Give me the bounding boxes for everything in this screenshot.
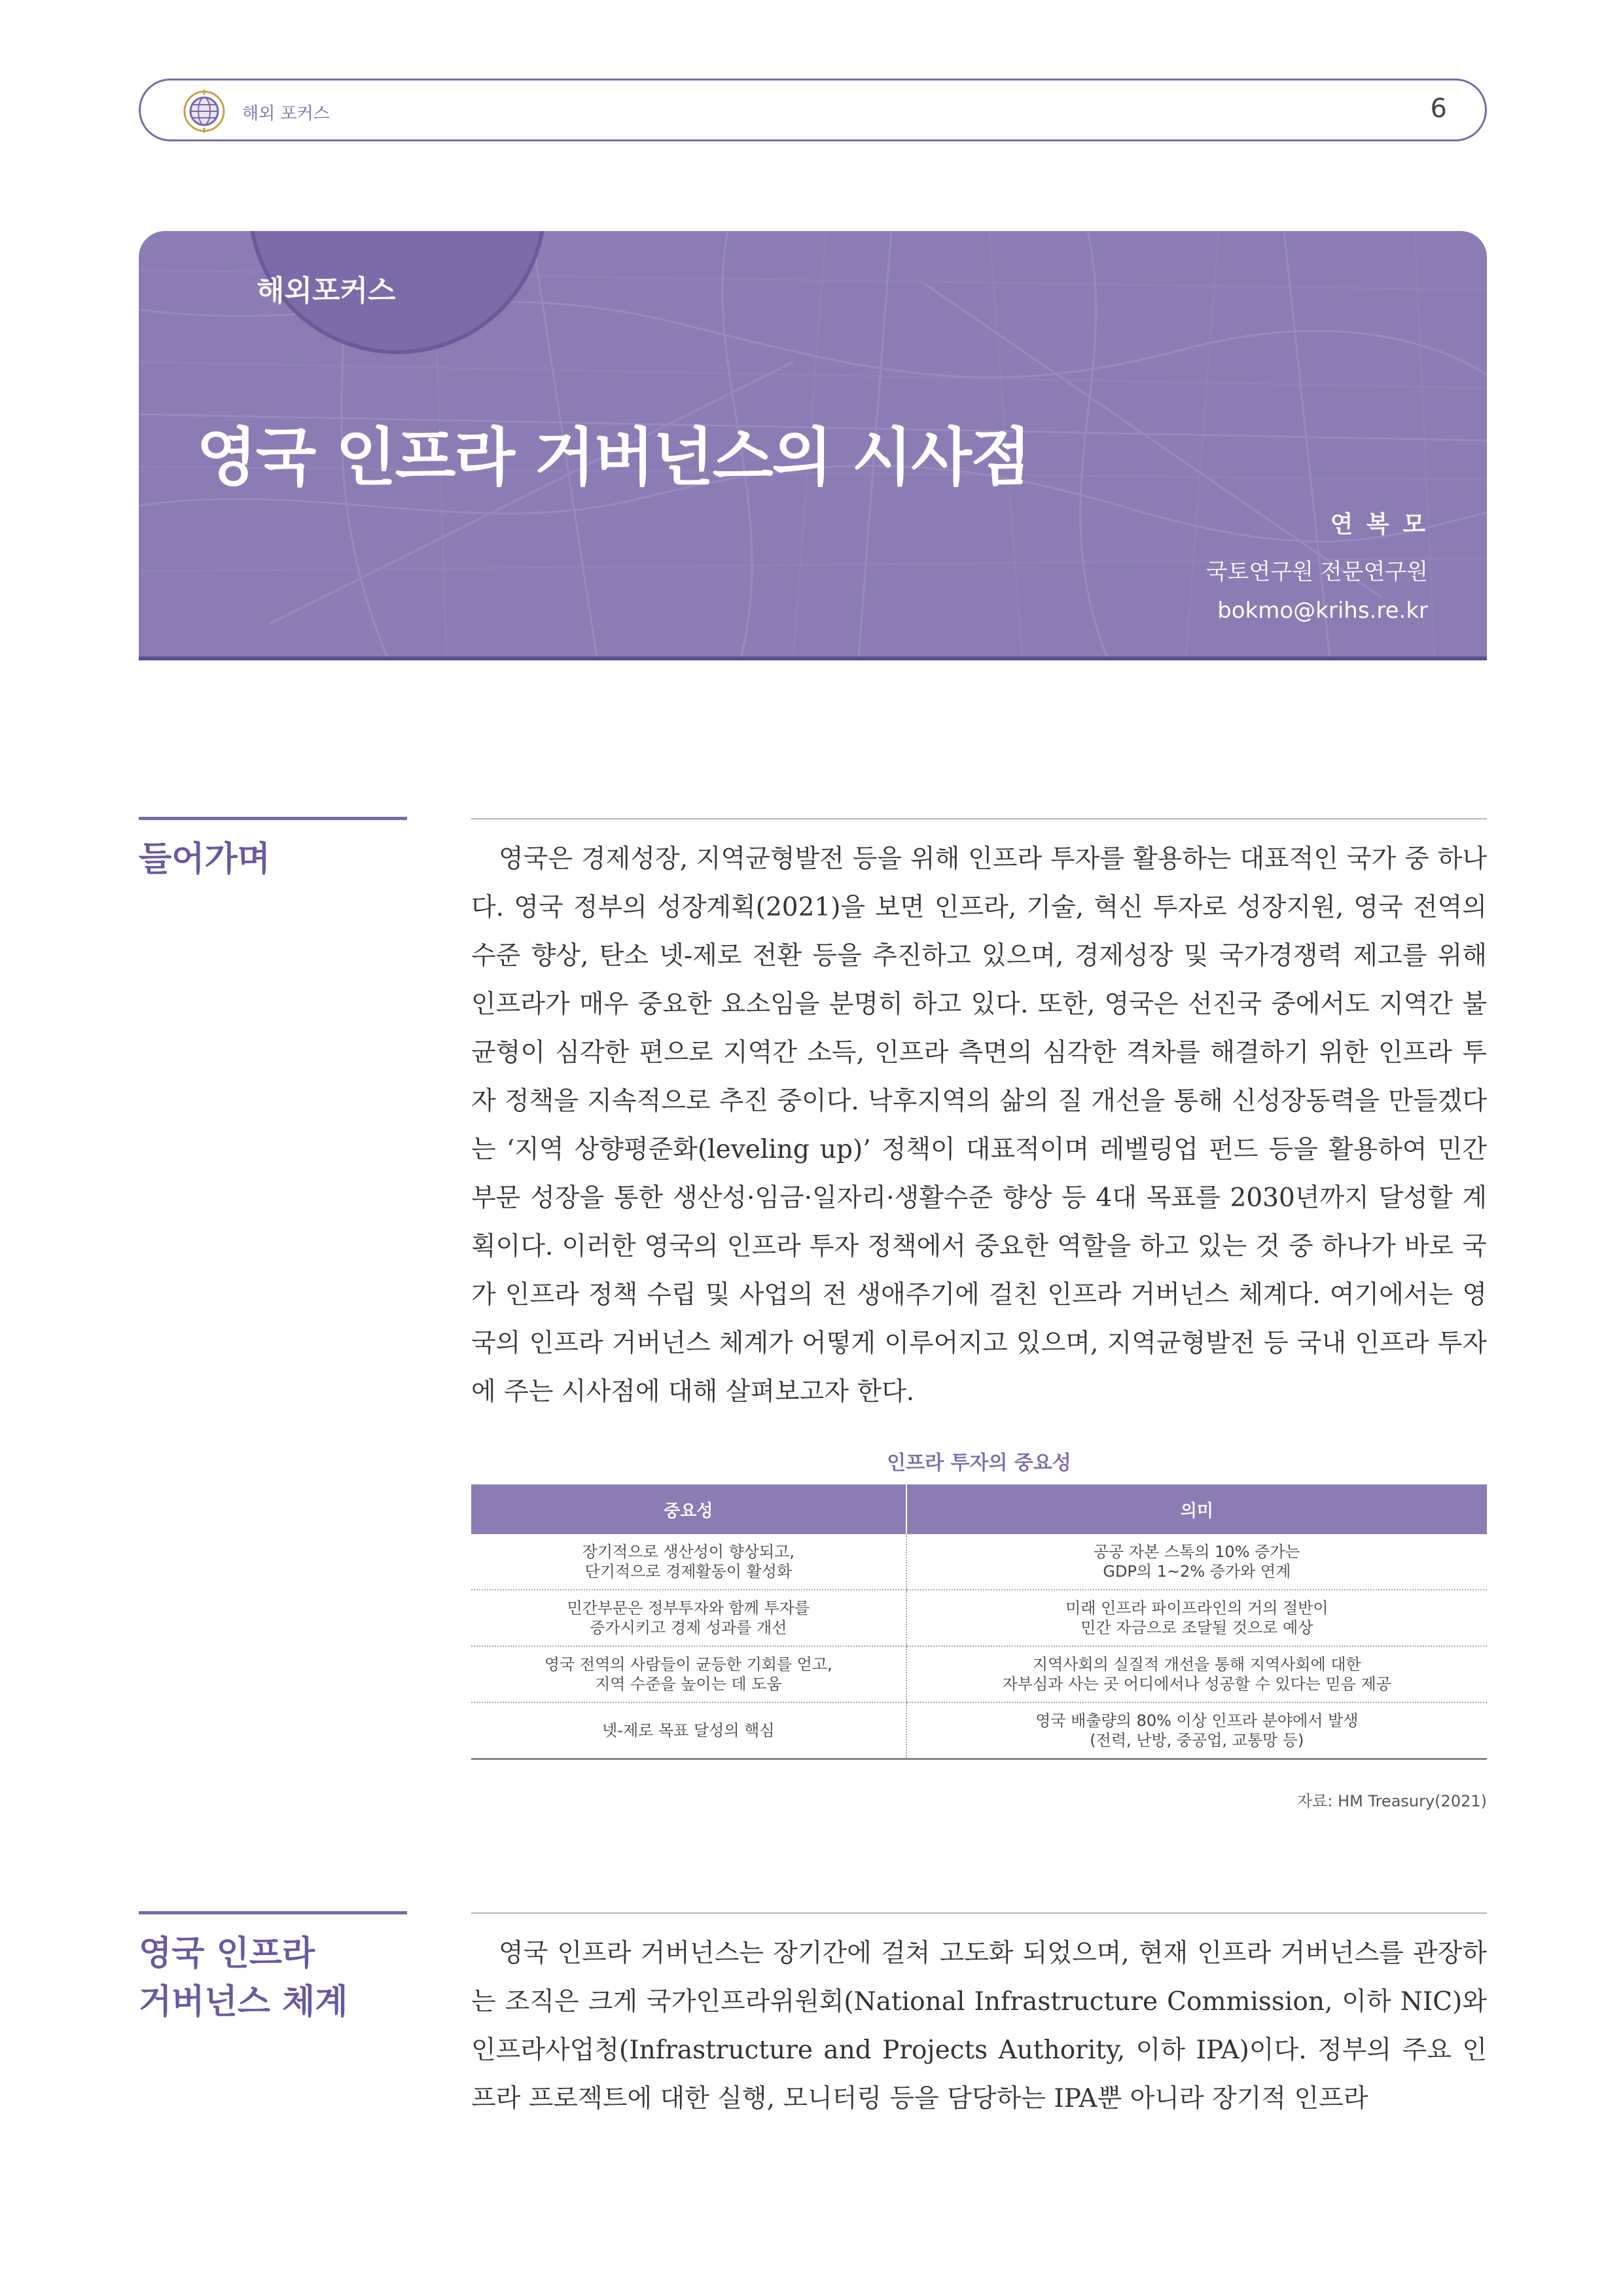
intro-paragraph: 영국은 경제성장, 지역균형발전 등을 위해 인프라 투자를 활용하는 대표적인 국가 중 하나다. 영국 정부의 성장계획(2021)을 보면 인프라, 기술, 혁신 투자로 성장지원, 영국 전역의 수준 향상, 탄소 넷-제로 전환 등을 추진하고 있으며, 경제성장 및 국가경쟁력 제고를 위해 인프라가 매우 중요한 요소임을 분명히 하고 있다. 또한, 영국은 선진국 중에서도 지역간 불균형이 심각한 편으로 지역간 소득, 인프라 측면의 심각한 격차를 해결하기 위한 인프라 투자 정책을 지속적으로 추진 중이다. 낙후지역의 삶의 질 개선을 통해 신성장동력을 만들겠다는 ‘지역 상향평준화(leveling up)’ 정책이 대표적이며 레벨링업 펀드 등을 활용하여 민간부문 성장을 통한 생산성·임금·일자리·생활수준 향상 등 4대 목표를 2030년까지 달성할 계획이다. 이러한 영국의 인프라 투자 정책에서 중요한 역할을 하고 있는 것 중 하나가 바로 국가 인프라 정책 수립 및 사업의 전 생애주기에 걸친 인프라 거버넌스 체계다. 여기에서는 영국의 인프라 거버넌스 체계가 어떻게 이루어지고 있으며, 지역균형발전 등 국내 인프라 투자에 주는 시사점에 대해 살펴보고자 한다. [471, 844, 1487, 1407]
heading-line: 영국 인프라 [139, 1934, 315, 1973]
author-affiliation: 국토연구원 전문연구원 [1205, 559, 1428, 585]
article-title: 영국 인프라 거버넌스의 시사점 [196, 421, 1030, 494]
meaning-cell: 미래 인프라 파이프라인의 거의 절반이 민간 자금으로 조달될 것으로 예상 [906, 1590, 1487, 1646]
heading-line: 거버넌스 체계 [139, 1982, 348, 2022]
importance-cell: 넷-제로 목표 달성의 핵심 [471, 1702, 906, 1759]
infra-importance-table [471, 1484, 1487, 1760]
section-rule [139, 817, 407, 820]
governance-paragraph: 영국 인프라 거버넌스는 장기간에 걸쳐 고도화 되었으며, 현재 인프라 거버넌스를 관장하는 조직은 크게 국가인프라위원회(National Infrastructure Commission, 이하 NIC)와 인프라사업청(Infrastructure and Projects Authority, 이하 IPA)이다. 정부의 주요 인프라 프로젝트에 대한 실행, 모니터링 등을 담당하는 IPA뿐 아니라 장기적 인프라 [471, 1939, 1487, 2113]
importance-cell: 민간부문은 정부투자와 함께 투자를 증가시키고 경제 성과를 개선 [471, 1590, 906, 1646]
table-row [471, 1590, 1487, 1646]
banner-category: 해외포커스 [257, 274, 396, 308]
section-rule [471, 1912, 1487, 1914]
author-email: bokmo@krihs.re.kr [1217, 598, 1428, 624]
table-row [471, 1702, 1487, 1759]
section-heading-governance [139, 1929, 348, 2026]
meaning-cell: 영국 배출량의 80% 이상 인프라 분야에서 발생 (전력, 난방, 중공업, 교통망 등) [906, 1702, 1487, 1759]
section-heading-intro: 들어가며 [139, 840, 270, 879]
table-row [471, 1534, 1487, 1590]
table-row [471, 1646, 1487, 1702]
author-block [1206, 506, 1428, 636]
column-header: 중요성 [471, 1484, 906, 1534]
table-header-row [471, 1484, 1487, 1534]
importance-cell: 영국 전역의 사람들이 균등한 기회를 얻고, 지역 수준을 높이는 데 도움 [471, 1646, 906, 1702]
table-source: 자료: HM Treasury(2021) [1296, 1792, 1487, 1810]
page-header [139, 79, 1487, 141]
section-rule [471, 818, 1487, 819]
page-number: 6 [1430, 94, 1447, 124]
importance-cell: 장기적으로 생산성이 향상되고, 단기적으로 경제활동이 활성화 [471, 1534, 906, 1590]
table-caption: 인프라 투자의 중요성 [887, 1452, 1071, 1475]
globe-logo-icon [181, 88, 227, 134]
meaning-cell: 지역사회의 실질적 개선을 통해 지역사회에 대한 자부심과 사는 곳 어디에서나 성공할 수 있다는 믿음 제공 [906, 1646, 1487, 1702]
section-rule [139, 1911, 407, 1914]
title-banner [139, 231, 1487, 658]
header-section-label: 해외 포커스 [242, 104, 330, 124]
column-header: 의미 [906, 1484, 1487, 1534]
author-name: 연 복 모 [1330, 511, 1428, 538]
meaning-cell: 공공 자본 스톡의 10% 증가는 GDP의 1~2% 증가와 연계 [906, 1534, 1487, 1590]
banner-underline [139, 656, 1487, 660]
